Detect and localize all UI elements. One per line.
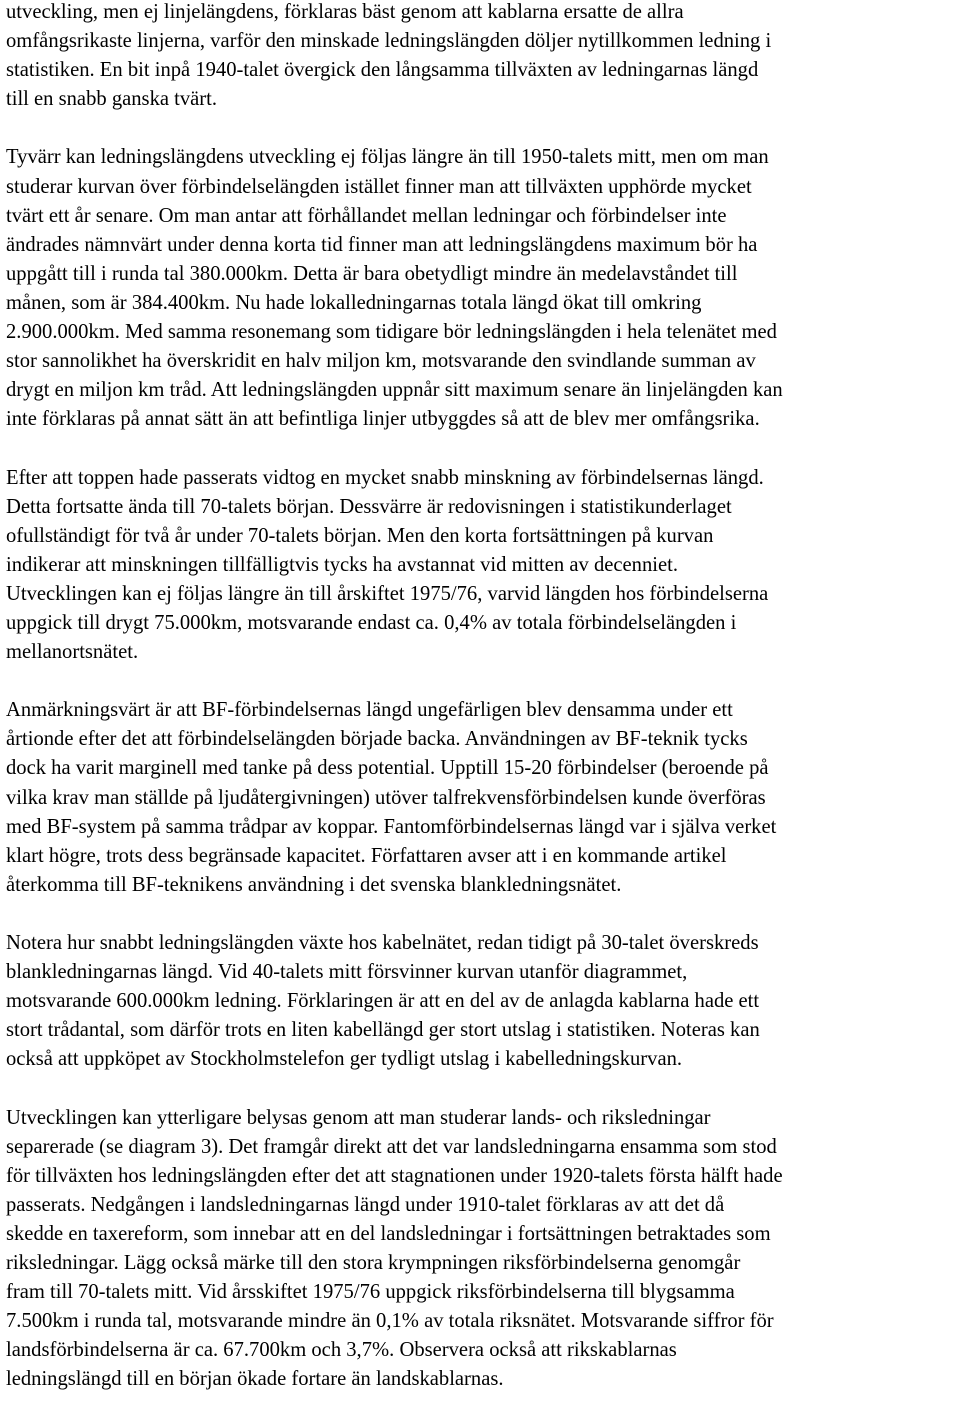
text-line: motsvarande 600.000km ledning. Förklaringen är att en del av de anlagda kablarna hade ett <box>6 990 760 1013</box>
paragraph-3 <box>6 464 960 668</box>
paragraph-5 <box>6 929 960 1074</box>
text-line: klart högre, trots dess begränsade kapacitet. Författaren avser att i en kommande artikel <box>6 844 727 867</box>
text-line: passerats. Nedgången i landsledningarnas längd under 1910-talet förklaras av att det då <box>6 1193 725 1216</box>
text-line: drygt en miljon km tråd. Att ledningslängden uppnår sitt maximum senare än linjelängden kan <box>6 379 783 402</box>
text-line: ändrades nämnvärt under denna korta tid finner man att ledningslängdens maximum bör ha <box>6 233 758 256</box>
text-line: fram till 70-talets mitt. Vid årsskiftet 1975/76 uppgick riksförbindelserna till blygsamma <box>6 1281 735 1304</box>
text-line: 2.900.000km. Med samma resonemang som tidigare bör ledningslängden i hela telenätet med <box>6 321 777 344</box>
text-line: utveckling, men ej linjelängdens, förklaras bäst genom att kablarna ersatte de allra <box>6 1 684 23</box>
text-line: separerade (se diagram 3). Det framgår direkt att det var landsledningarna ensamma som stod <box>6 1135 777 1158</box>
text-line: för tillväxten hos ledningslängden efter det att stagnationen under 1920-talets första hälft hade <box>6 1164 783 1187</box>
text-line: riksledningar. Lägg också märke till den stora krympningen riksförbindelserna genomgår <box>6 1252 741 1275</box>
text-line: Anmärkningsvärt är att BF-förbindelsernas längd ungefärligen blev densamma under ett <box>6 699 733 722</box>
text-line: uppgick till drygt 75.000km, motsvarande endast ca. 0,4% av totala förbindelselängden i <box>6 611 737 634</box>
text-line: ledningslängd till en början ökade fortare än landskablarnas. <box>6 1368 504 1391</box>
text-line: Efter att toppen hade passerats vidtog en mycket snabb minskning av förbindelsernas längd. <box>6 466 764 489</box>
text-line: studerar kurvan över förbindelselängden istället finner man att tillväxten upphörde mycket <box>6 175 752 198</box>
text-line: tvärt ett år senare. Om man antar att förhållandet mellan ledningar och förbindelser inte <box>6 204 727 227</box>
text-line: Tyvärr kan ledningslängdens utveckling ej följas längre än till 1950-talets mitt, men om man <box>6 146 769 169</box>
text-line: indikerar att minskningen tillfälligtvis tycks ha avstannat vid mitten av decenniet. <box>6 553 678 576</box>
text-line: uppgått till i runda tal 380.000km. Detta är bara obetydligt mindre än medelavståndet till <box>6 262 738 285</box>
text-line: vilka krav man ställde på ljudåtergivningen) utöver talfrekvensförbindelsen kunde överföras <box>6 786 766 809</box>
text-line: med BF-system på samma trådpar av koppar. Fantomförbindelsernas längd var i själva verket <box>6 815 777 838</box>
text-line: 7.500km i runda tal, motsvarande mindre än 0,1% av totala riksnätet. Motsvarande siffror för <box>6 1310 774 1333</box>
text-line: återkomma till BF-teknikens användning i det svenska blankledningsnätet. <box>6 873 622 896</box>
text-line: Notera hur snabbt ledningslängden växte hos kabelnätet, redan tidigt på 30-talet överskreds <box>6 932 759 954</box>
text-line: stor sannolikhet ha överskridit en halv miljon km, motsvarande den svindlande summan av <box>6 350 756 373</box>
text-line: blankledningarnas längd. Vid 40-talets mitt försvinner kurvan utanför diagrammet, <box>6 961 688 984</box>
document-body <box>6 0 960 1424</box>
paragraph-6 <box>6 1104 960 1395</box>
paragraph-4 <box>6 696 960 900</box>
text-line: årtionde efter det att förbindelselängden började backa. Användningen av BF-teknik tycks <box>6 728 748 751</box>
text-line: stort trådantal, som därför trots en liten kabellängd ger stort utslag i statistiken. Noteras kan <box>6 1019 760 1042</box>
text-line: till en snabb ganska tvärt. <box>6 88 218 111</box>
text-line: mellanortsnätet. <box>6 641 139 664</box>
paragraph-2 <box>6 143 960 434</box>
text-line: ofullständigt för två år under 70-talets början. Men den korta fortsättningen på kurvan <box>6 524 714 547</box>
text-line: statistiken. En bit inpå 1940-talet övergick den långsamma tillväxten av ledningarnas längd <box>6 59 759 82</box>
text-line: skedde en taxereform, som innebar att en del landsledningar i fortsättningen betraktades som <box>6 1222 771 1245</box>
text-line: dock ha varit marginell med tanke på dess potential. Upptill 15-20 förbindelser (beroende på <box>6 757 769 780</box>
text-line: också att uppköpet av Stockholmstelefon ger tydligt utslag i kabelledningskurvan. <box>6 1048 683 1071</box>
text-line: månen, som är 384.400km. Nu hade lokalledningarnas totala längd ökat till omkring <box>6 291 702 314</box>
text-line: Utvecklingen kan ytterligare belysas genom att man studerar lands- och riksledningar <box>6 1106 711 1129</box>
text-line: landsförbindelserna är ca. 67.700km och 3,7%. Observera också att rikskablarnas <box>6 1339 677 1362</box>
text-line: Detta fortsatte ända till 70-talets början. Dessvärre är redovisningen i statistikunderlaget <box>6 495 732 518</box>
text-line: omfångsrikaste linjerna, varför den minskade ledningslängden döljer nytillkommen ledning i <box>6 30 772 53</box>
paragraph-1 <box>6 0 960 114</box>
text-line: inte förklaras på annat sätt än att befintliga linjer utbyggdes så att de blev mer omfångsrika. <box>6 408 760 431</box>
text-line: Utvecklingen kan ej följas längre än till årskiftet 1975/76, varvid längden hos förbindelserna <box>6 582 769 605</box>
